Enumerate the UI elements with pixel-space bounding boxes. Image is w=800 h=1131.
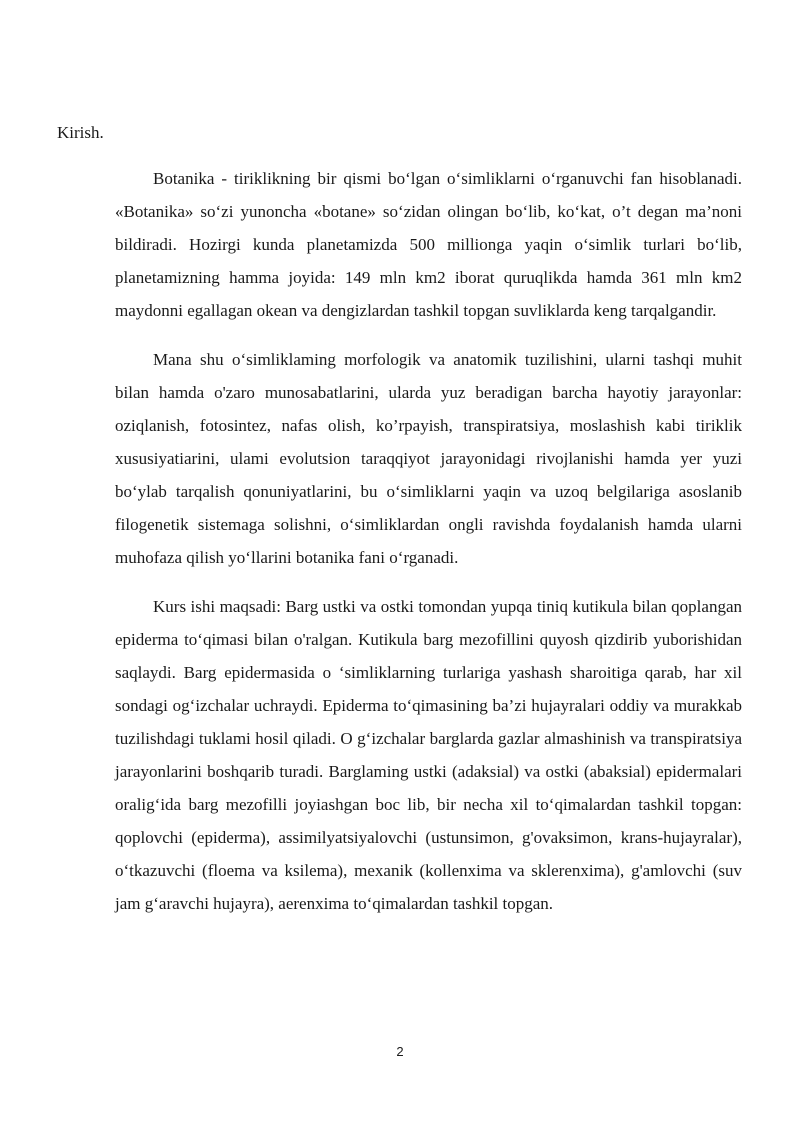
body-text [115,162,742,936]
section-heading: Kirish. [57,123,104,142]
paragraph-intro: Botanika - tiriklikning bir qismi bo‘lgan o‘simliklarni o‘rganuvchi fan hisoblanadi. «Botanika» so‘zi yunoncha «botane» so‘zidan olingan bo‘lib, ko‘kat, o’t degan ma’noni bildiradi. Hozirgi kunda planetamizda 500 millionga yaqin o‘simlik turlari bo‘lib, planetamizning hamma joyida: 149 mln km2 iborat quruqlikda hamda 361 mln km2 maydonni egallagan okean va dengizlardan tashkil topgan suvliklarda keng tarqalgandir. [115,169,742,320]
paragraph-course-goal: Kurs ishi maqsadi: Barg ustki va ostki tomondan yupqa tiniq kutikula bilan qoplangan epiderma to‘qimasi bilan o'ralgan. Kutikula barg mezofillini quyosh qizdirib yuborishidan saqlaydi. Barg epidermasida o ‘simliklarning turlariga yashash sharoitiga qarab, har xil sondagi og‘izchalar uchraydi. Epiderma to‘qimasining ba’zi hujayralari oddiy va murakkab tuzilishdagi tuklami hosil qiladi. O g‘izchalar barglarda gazlar almashinish va transpiratsiya jarayonlarini boshqarib turadi. Barglaming ustki (adaksial) va ostki (abaksial) epidermalari oralig‘ida barg mezofilli joyiashgan boc lib, bir necha xil to‘qimalardan tashkil topgan: qoplovchi (epiderma), assimilyatsiyalovchi (ustunsimon, g'ovaksimon, krans-hujayralar), o‘tkazuvchi (floema va ksilema), mexanik (kollenxima va sklerenxima), g'amlovchi (suv jam g‘aravchi hujayra), aerenxima to‘qimalardan tashkil topgan. [115,597,742,913]
page-number: 2 [396,1044,404,1059]
paragraph-study-scope: Mana shu o‘simliklaming morfologik va anatomik tuzilishini, ularni tashqi muhit bilan hamda o'zaro munosabatlarini, ularda yuz beradigan barcha hayotiy jarayonlar: oziqlanish, fotosintez, nafas olish, ko’rpayish, transpiratsiya, moslashish kabi tiriklik xususiyatiarini, ulami evolutsion taraqqiyot jarayonidagi rivojlanishi hamda yer yuzi bo‘ylab tarqalish qonuniyatlarini, bu o‘simliklarni yaqin va uzoq belgilariga asoslanib filogenetik sistemaga solishni, o‘simliklardan ongli ravishda foydalanish hamda ularni muhofaza qilish yo‘llarini botanika fani o‘rganadi. [115,350,742,567]
